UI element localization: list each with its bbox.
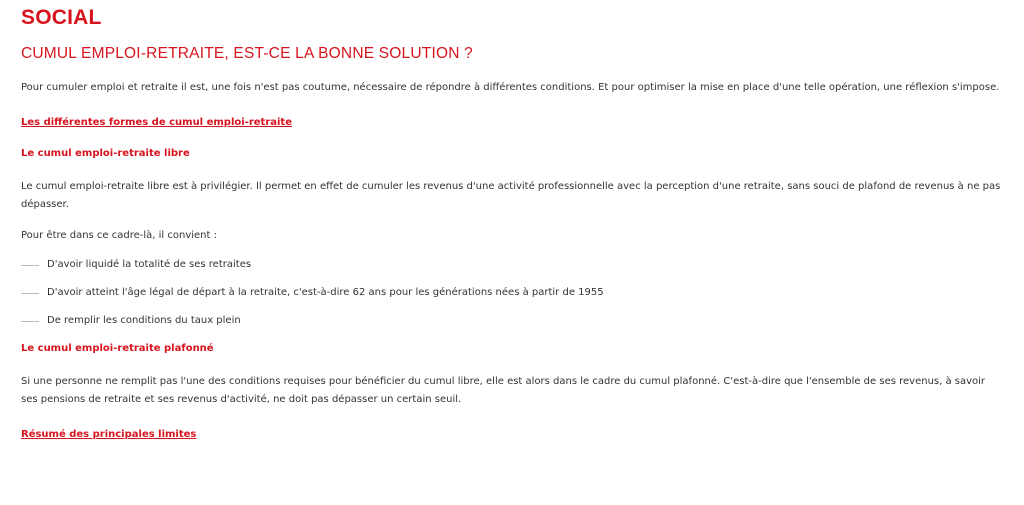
- free-paragraph: Le cumul emploi-retraite libre est à privilégier. Il permet en effet de cumuler les revenus d'une activité professionnelle avec la perception d'une retraite, sans souci de plafond de revenus à ne pas dépasser.: [21, 181, 1001, 210]
- intro-paragraph: Pour cumuler emploi et retraite il est, une fois n'est pas coutume, nécessaire de répondre à différentes conditions. Et pour optimiser la mise en place d'une telle opération, une réflexion s'impose.: [21, 82, 1000, 93]
- list-item-text: De remplir les conditions du taux plein: [47, 315, 241, 326]
- article-title: CUMUL EMPLOI-RETRAITE, EST-CE LA BONNE SOLUTION ?: [21, 45, 473, 62]
- list-item-text: D'avoir atteint l'âge légal de départ à la retraite, c'est-à-dire 62 ans pour les générations nées à partir de 1955: [47, 287, 604, 298]
- list-item: [21, 314, 1002, 328]
- section-title: SOCIAL: [21, 6, 102, 29]
- dash-icon: [21, 265, 39, 266]
- dash-icon: [21, 293, 39, 294]
- dash-icon: [21, 321, 39, 322]
- capped-paragraph: Si une personne ne remplit pas l'une des conditions requises pour bénéficier du cumul libre, elle est alors dans le cadre du cumul plafonné. C'est-à-dire que l'ensemble de ses revenus, à savoir ses pensions de retraite et ses revenus d'activité, ne doit pas dépasser un certain seuil.: [21, 376, 986, 405]
- subhead-capped: Le cumul emploi-retraite plafonné: [21, 343, 214, 354]
- link-forms[interactable]: Les différentes formes de cumul emploi-retraite: [21, 117, 292, 128]
- list-item: [21, 286, 1002, 300]
- link-limits[interactable]: Résumé des principales limites: [21, 429, 197, 440]
- subhead-free: Le cumul emploi-retraite libre: [21, 148, 190, 159]
- conditions-intro: Pour être dans ce cadre-là, il convient :: [21, 230, 217, 241]
- list-item-text: D'avoir liquidé la totalité de ses retraites: [47, 259, 252, 270]
- list-item: [21, 258, 1002, 272]
- conditions-list: [21, 258, 1002, 328]
